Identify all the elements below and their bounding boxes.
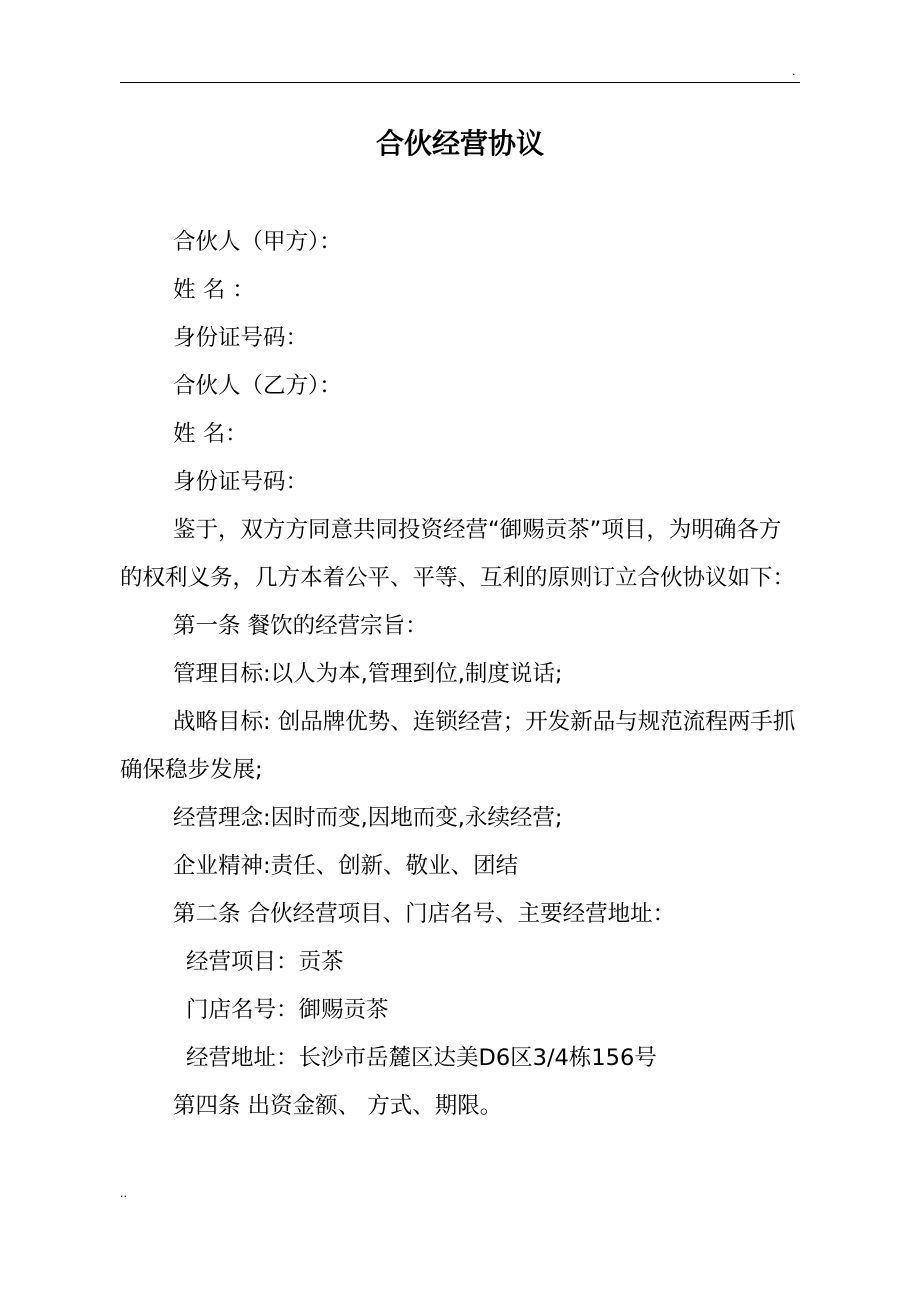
party-b-name-field: 姓 名： bbox=[173, 421, 248, 447]
business-item: 经营项目：贡茶 bbox=[186, 949, 344, 975]
preamble-paragraph: 鉴于，双方方同意共同投资经营“御赐贡茶”项目，为明确各方的权利义务，几方本着公平、平等、互利的原则订立合伙协议如下： bbox=[120, 517, 796, 591]
article-1-heading: 第一条 餐饮的经营宗旨： bbox=[173, 613, 428, 639]
header-dot: . bbox=[792, 65, 796, 78]
party-a-name-field: 姓 名 ： bbox=[173, 277, 255, 303]
enterprise-spirit: 企业精神:责任、创新、敬业、团结 bbox=[173, 853, 519, 879]
store-name: 门店名号：御赐贡茶 bbox=[186, 997, 389, 1023]
document-body bbox=[120, 218, 803, 1130]
party-b-id-field: 身份证号码： bbox=[173, 469, 309, 495]
management-goal: 管理目标:以人为本,管理到位,制度说话; bbox=[173, 661, 563, 687]
footer-dots: .. bbox=[120, 1187, 127, 1200]
document-title: 合伙经营协议 bbox=[375, 127, 544, 160]
strategy-goal: 战略目标: 创品牌优势、连锁经营；开发新品与规范流程两手抓确保稳步发展; bbox=[120, 709, 796, 783]
business-address: 经营地址：长沙市岳麓区达美D6区3/4栋156号 bbox=[186, 1045, 657, 1071]
party-a-heading: 合伙人（甲方）： bbox=[173, 229, 342, 255]
article-2-heading: 第二条 合伙经营项目、门店名号、主要经营地址： bbox=[173, 901, 676, 927]
business-philosophy: 经营理念:因时而变,因地而变,永续经营; bbox=[173, 805, 563, 831]
party-b-heading: 合伙人（乙方）： bbox=[173, 373, 342, 399]
party-a-id-field: 身份证号码： bbox=[173, 325, 309, 351]
article-4-heading: 第四条 出资金额、 方式、期限。 bbox=[173, 1093, 503, 1119]
header-rule bbox=[120, 82, 800, 83]
